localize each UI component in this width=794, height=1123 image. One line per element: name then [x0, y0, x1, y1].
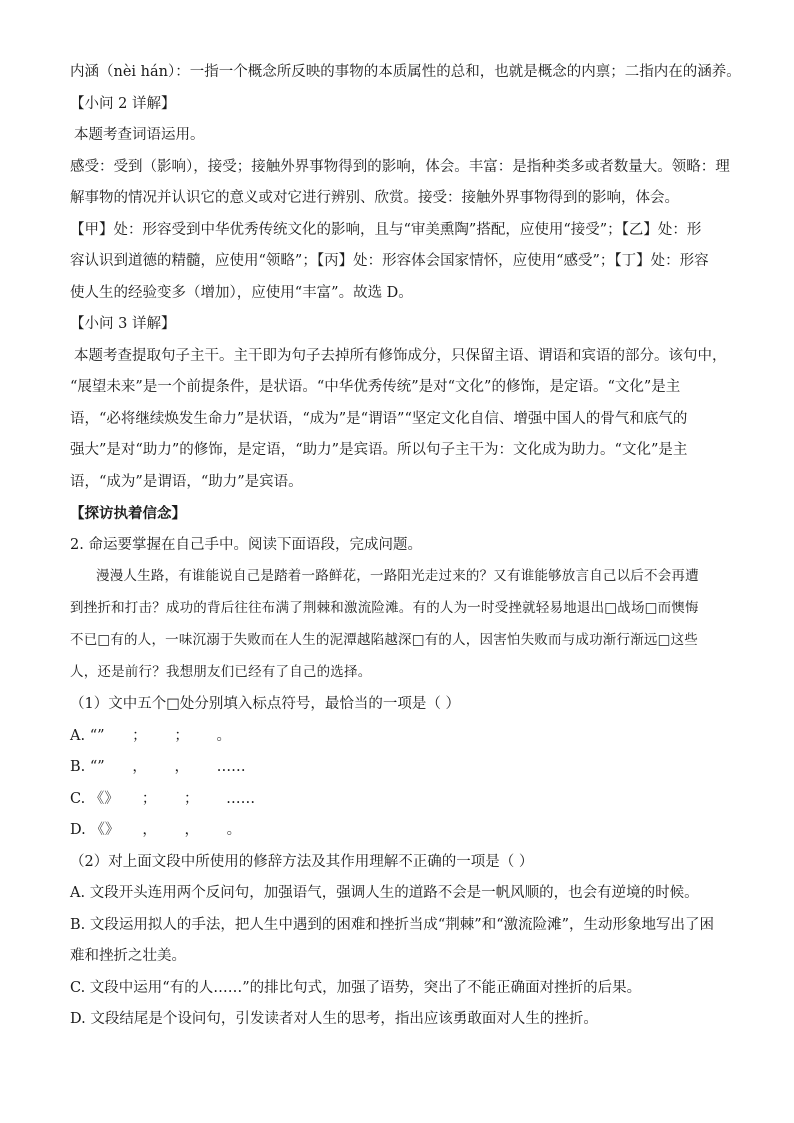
question-1-option-b: B. “” ， ， …… — [70, 759, 246, 775]
document-page — [70, 62, 741, 1041]
passage-line: 不已□有的人，一味沉溺于失败而在人生的泥潭越陷越深□有的人，因害怕失败而与成功渐行渐远□这些 — [70, 632, 698, 648]
question-2-option-b: B. 文段运用拟人的手法，把人生中遇到的困难和挫折当成“荆棘”和“激流险滩”，生动形象地写出了困 — [70, 916, 715, 933]
analysis-text: 使人生的经验变多（增加），应使用“丰富”。故选 D。 — [70, 284, 413, 301]
question-1-option-c: C. 《》 ； ； …… — [70, 790, 256, 807]
passage-line: 漫漫人生路，有谁能说自己是踏着一路鲜花，一路阳光走过来的？又有谁能够放言自己以后不会再遭 — [96, 568, 699, 584]
analysis-intro: 本题考查提取句子主干。主干即为句子去掉所有修饰成分，只保留主语、谓语和宾语的部分。该句中， — [74, 347, 727, 364]
analysis-text: 解事物的情况并认识它的意义或对它进行辨别、欣赏。接受：接触外界事物得到的影响，体会。 — [70, 190, 679, 206]
analysis-text: 语，“必将继续焕发生命力”是状语，“成为”是“谓语”“坚定文化自信、增强中国人的骨气和底气的 — [70, 410, 688, 427]
question-intro: 2. 命运要掌握在自己手中。阅读下面语段，完成问题。 — [70, 536, 422, 553]
analysis-text: 容认识到道德的精髓，应使用“领略”；【丙】处：形容体会国家情怀，应使用“感受”；【丁】处：形容 — [70, 253, 709, 269]
section-title: 【探访执着信念】 — [70, 505, 186, 522]
passage-line: 到挫折和打击？成功的背后往往布满了荆棘和激流险滩。有的人为一时受挫就轻易地退出□战场□而懊悔 — [70, 600, 699, 616]
question-2-option-d: D. 文段结尾是个设问句，引发读者对人生的思考，指出应该勇敢面对人生的挫折。 — [70, 1011, 598, 1027]
analysis-text: 感受：受到（影响），接受；接触外界事物得到的影响，体会。丰富：是指种类多或者数量大。领略：理 — [70, 158, 730, 175]
analysis-text: 强大”是对“助力”的修饰，是定语，“助力”是宾语。所以句子主干为：文化成为助力。“文化”是主 — [70, 442, 688, 458]
question-2-option-c: C. 文段中运用“有的人……”的排比句式，加强了语势，突出了不能正确面对挫折的后果。 — [70, 979, 642, 996]
section-heading-q2: 【小问 2 详解】 — [70, 95, 176, 112]
question-2-option-a: A. 文段开头连用两个反问句，加强语气，强调人生的道路不会是一帆风顺的，也会有逆境的时候。 — [70, 885, 699, 901]
passage-line: 人，还是前行？我想朋友们已经有了自己的选择。 — [70, 664, 372, 680]
question-1-option-a: A. “” ； ； 。 — [70, 727, 231, 744]
analysis-text: “展望未来”是一个前提条件，是状语。“中华优秀传统”是对“文化”的修饰，是定语。“文化”是主 — [70, 379, 681, 395]
question-1-option-d: D. 《》 ， ， 。 — [70, 822, 242, 838]
question-2-stem: （2）对上面文段中所使用的修辞方法及其作用理解不正确的一项是（ ） — [70, 853, 534, 870]
analysis-text: 语，“成为”是谓语，“助力”是宾语。 — [70, 473, 303, 490]
definition-text: 内涵（nèi hán）：一指一个概念所反映的事物的本质属性的总和，也就是概念的内禀；二指内在的涵养。 — [70, 64, 741, 80]
analysis-text: 【甲】处：形容受到中华优秀传统文化的影响，且与“审美熏陶”搭配，应使用“接受”；【乙】处：形 — [70, 221, 702, 238]
section-heading-q3: 【小问 3 详解】 — [70, 316, 176, 332]
question-2-option-b-cont: 难和挫折之壮美。 — [70, 948, 186, 964]
analysis-intro: 本题考查词语运用。 — [74, 127, 205, 143]
question-1-stem: （1）文中五个□处分别填入标点符号，最恰当的一项是（ ） — [70, 696, 461, 712]
